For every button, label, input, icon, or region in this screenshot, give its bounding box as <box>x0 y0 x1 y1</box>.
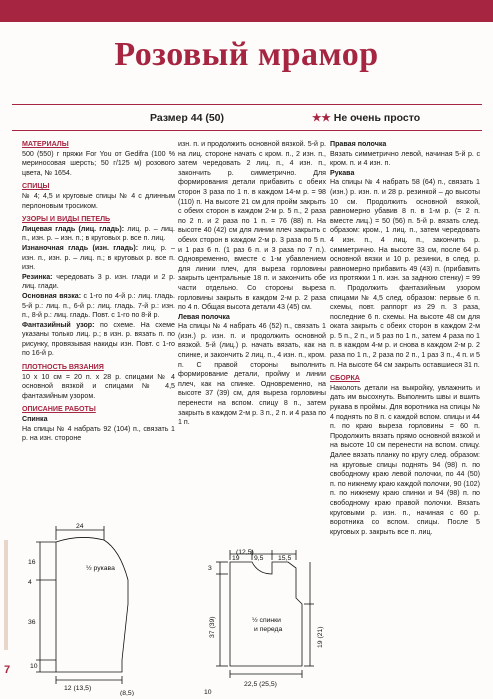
dim-36: 36 <box>28 619 36 626</box>
back-continued-text: изн. п. и продолжить основной вязкой. 5-й р. на лиц. стороне начать с кром. п., 2 изн. п., затем чередовать 2 лиц. п., 4 изн. п., закончить р. симметрично. Для формирования детали прибавить с обеих сторон 3 раза по 1 п. в каждом 14-м р. = 98 (110) п. На высоте 21 см для пройм закрыть с обеих сторон в каждом 2-м р. 5 п., 2 раза по 2 п. и 2 раза по 1 п. = 76 (88) п. На высоте 40 (42) см для линии плеч закрыть с обеих сторон в каждом 2-м р. 3 раза по 5 п. и 1 раз 6 п. (1 раз 6 п. и 3 раза по 7 п.). Одновременно, вместе с 1-м убавлением для линии плеч, для выреза горловины закрыть центральные 18 п. и закончить обе части отдельно. Со стороны выреза горловины закрыть в каждом 2-м р. 2 раза по 4 п. Общая высота детали 43 (45) см. <box>178 140 326 312</box>
materials-text: 500 (550) г пряжи For You от Gedifra (100 % мериносовая шерсть; 50 г/125 м) розового цвета, № 1654. <box>22 149 175 177</box>
dim-4: 4 <box>28 579 32 586</box>
difficulty-text: Не очень просто <box>333 112 421 124</box>
dim-19: 19 <box>232 555 240 562</box>
patterns-heading: УЗОРЫ И ВИДЫ ПЕТЕЛЬ <box>22 215 111 224</box>
pattern-main-title: Основная вязка: <box>22 291 82 300</box>
pattern-fancy <box>22 321 175 359</box>
right-front-heading: Правая полочка <box>330 140 387 148</box>
page-title: Розовый мрамор <box>114 36 379 73</box>
dim-3: 3 <box>208 565 212 572</box>
pattern-fancy-text: по схеме. На схеме указаны только лиц. р.; в изн. р. вязать п. по рисунку, провязывая накиды изн. Повт. с 1-го по 16-й р. <box>22 320 175 358</box>
pattern-rib <box>22 273 175 292</box>
sleeve-label: ½ рукава <box>86 565 115 572</box>
dim-24: 24 <box>76 523 84 530</box>
gauge-text: 10 x 10 см = 20 п. x 28 р. спицами № 4 основной вязкой и спицами № 4,5 фантазийным узором. <box>22 372 175 400</box>
dim-12-5: (12,5) <box>236 549 254 556</box>
top-color-bar <box>0 0 493 22</box>
dim-12: 12 (13,5) <box>64 685 92 692</box>
pattern-main-text: с 1-го по 4-й р.: лиц. гладь. 5-й р.: лиц. п., 6-й р.: лиц. гладь. 7-й р.: изн. п., 8-й р.: лиц. гладь. Повт. с 1-го по 8-й р. <box>22 291 175 320</box>
pattern-stockinette-title: Лицевая гладь (лиц. гладь): <box>22 224 125 233</box>
gauge-heading: ПЛОТНОСТЬ ВЯЗАНИЯ <box>22 363 104 372</box>
materials-heading: МАТЕРИАЛЫ <box>22 140 69 148</box>
body-label-2: и переда <box>254 626 283 633</box>
body-label-1: ½ спинки <box>252 617 281 624</box>
difficulty-stars: ★★ <box>312 112 331 124</box>
left-margin-bar <box>4 540 8 650</box>
pattern-rib-text: чередовать 3 р. изн. глади и 2 р. лиц. глади. <box>22 272 175 291</box>
sleeves-text: На спицы № 4 набрать 58 (64) п., связать 1 (изн.) р. изн. п. и 28 р. резинкой – до высоты 10 см. Продолжить основной вязкой, равномерно убавив 8 п. в 1-м р. (= 2 п. вместе лиц.) = 50 (56) п. 5-й р. вязать след. образом: кром., 1 лиц. п., затем чередовать 4 изн. п., 4 лиц. п., закончить р. симметрично. На высоте 33 см, после 64 р. основной вязки и 10 р. резинки, в след. р. равномерно прибавить 49 (43) п. (прибавить из протяжки 1 п. изн. за заднюю стенку) = 99 п. Продолжить фантазийным узором спицами № 4,5 след. образом: первые 6 п. схемы, повт. раппорт из 29 п. 3 раза, последние 6 п. схемы. На высоте 48 см для оката закрыть с обеих сторон в каждом 2-м р. 5 п., 2 п., и 5 раз по 1 п., затем 4 раза по 1 п. в каждом 4-м р. и снова в каждом 2-м р. 2 раза по 1 п., 2 раза по 2 п., 1 раз 3 п., 4 п. и 5 п. На высоте 64 см закрыть оставшиеся 31 п. <box>330 178 480 369</box>
dim-10-body: 10 <box>204 689 212 696</box>
column-2 <box>178 140 326 428</box>
page-number: 7 <box>4 664 11 676</box>
pattern-reverse-text: лиц. р. – изн. п., изн. р. – лиц. п.; в круговых р. все п. изн. <box>22 243 175 272</box>
dim-22-5: 22,5 (25,5) <box>244 681 277 688</box>
column-1 <box>22 140 175 444</box>
dim-9-5: 9,5 <box>254 555 264 562</box>
body-schematic <box>200 548 328 696</box>
sleeve-outline <box>56 537 128 672</box>
title-rule-bottom <box>12 130 482 131</box>
difficulty-label <box>312 112 420 124</box>
dim-19-21: 19 (21) <box>317 626 324 648</box>
title-rule-top <box>12 104 482 105</box>
pattern-stockinette <box>22 225 175 244</box>
pattern-fancy-title: Фантазийный узор: <box>22 320 95 329</box>
dim-37-39: 37 (39) <box>209 616 216 638</box>
assembly-heading: СБОРКА <box>330 374 360 383</box>
sleeve-schematic <box>20 520 165 696</box>
pattern-stockinette-text: лиц. р. – лиц. п., изн. р. – изн. п.; в круговых р. все п. лиц. <box>22 224 175 243</box>
assembly-text: Наколоть детали на выкройку, увлажнить и дать им высохнуть. Выполнить швы и вшить рукава в проймы. Для воротника на спицы № 4 поднять по 8 п. с каждой вспом. спицы и 44 п. по краю выреза горловины = 60 п. Продолжить вязать прямо основной вязкой и на высоте 10 см перенести на вспом. спицу. Далее вязать планку по кругу след. образом: на круговые спицы поднять 94 (98) п. по свободному краю левой полочки, по 44 (50) п. по нижнему краю каждой полочки, 90 (102) п. по нижнему краю спинки и 94 (98) п. по свободному краю правой полочки. Вязать круговыми р. изн. п., начиная с 60 р. воротника со вспом. спицы. После 5 круговых р. закрыть все п. лиц. <box>330 383 480 536</box>
left-front-text: На спицы № 4 набрать 46 (52) п., связать 1 (изн.) р. изн. п. и продолжить основной вязкой. 5-й (лиц.) р. начать вязать, как на спинке, и закончить 2 лиц. п., 4 изн. п., кром. п. С правой стороны выполнить формирование детали, пройму и линии плеч, как на спинке. Одновременно, на высоте 37 (39) см, для выреза горловины перенести на вспом. спицу 8 п., затем закрыть в каждом 2-м р. 3 п., 2 п. и 4 раза по 1 п. <box>178 322 326 427</box>
needles-text: № 4; 4,5 и круговые спицы № 4 с длинным перлоновым тросиком. <box>22 191 175 210</box>
dim-8-5: (8,5) <box>120 690 134 696</box>
work-heading: ОПИСАНИЕ РАБОТЫ <box>22 405 96 414</box>
column-3 <box>330 140 480 537</box>
back-heading: Спинка <box>22 415 48 424</box>
back-text: На спицы № 4 набрать 92 (104) п., связать 1 р. на изн. стороне <box>22 424 175 443</box>
left-front-heading: Левая полочка <box>178 312 230 321</box>
dim-16: 16 <box>28 559 36 566</box>
body-outline <box>230 562 302 666</box>
sleeves-heading: Рукава <box>330 168 355 177</box>
needles-heading: СПИЦЫ <box>22 182 50 191</box>
pattern-main <box>22 292 175 321</box>
pattern-reverse-title: Изнаночная гладь (изн. гладь): <box>22 243 139 252</box>
pattern-reverse <box>22 244 175 273</box>
pattern-rib-title: Резинка: <box>22 272 53 281</box>
dim-10: 10 <box>30 663 38 670</box>
dim-15-5: 15,5 <box>278 555 292 562</box>
size-label: Размер 44 (50) <box>150 112 224 124</box>
right-front-text: Вязать симметрично левой, начиная 5-й р. с кром. п. и 4 изн. п. <box>330 149 480 168</box>
